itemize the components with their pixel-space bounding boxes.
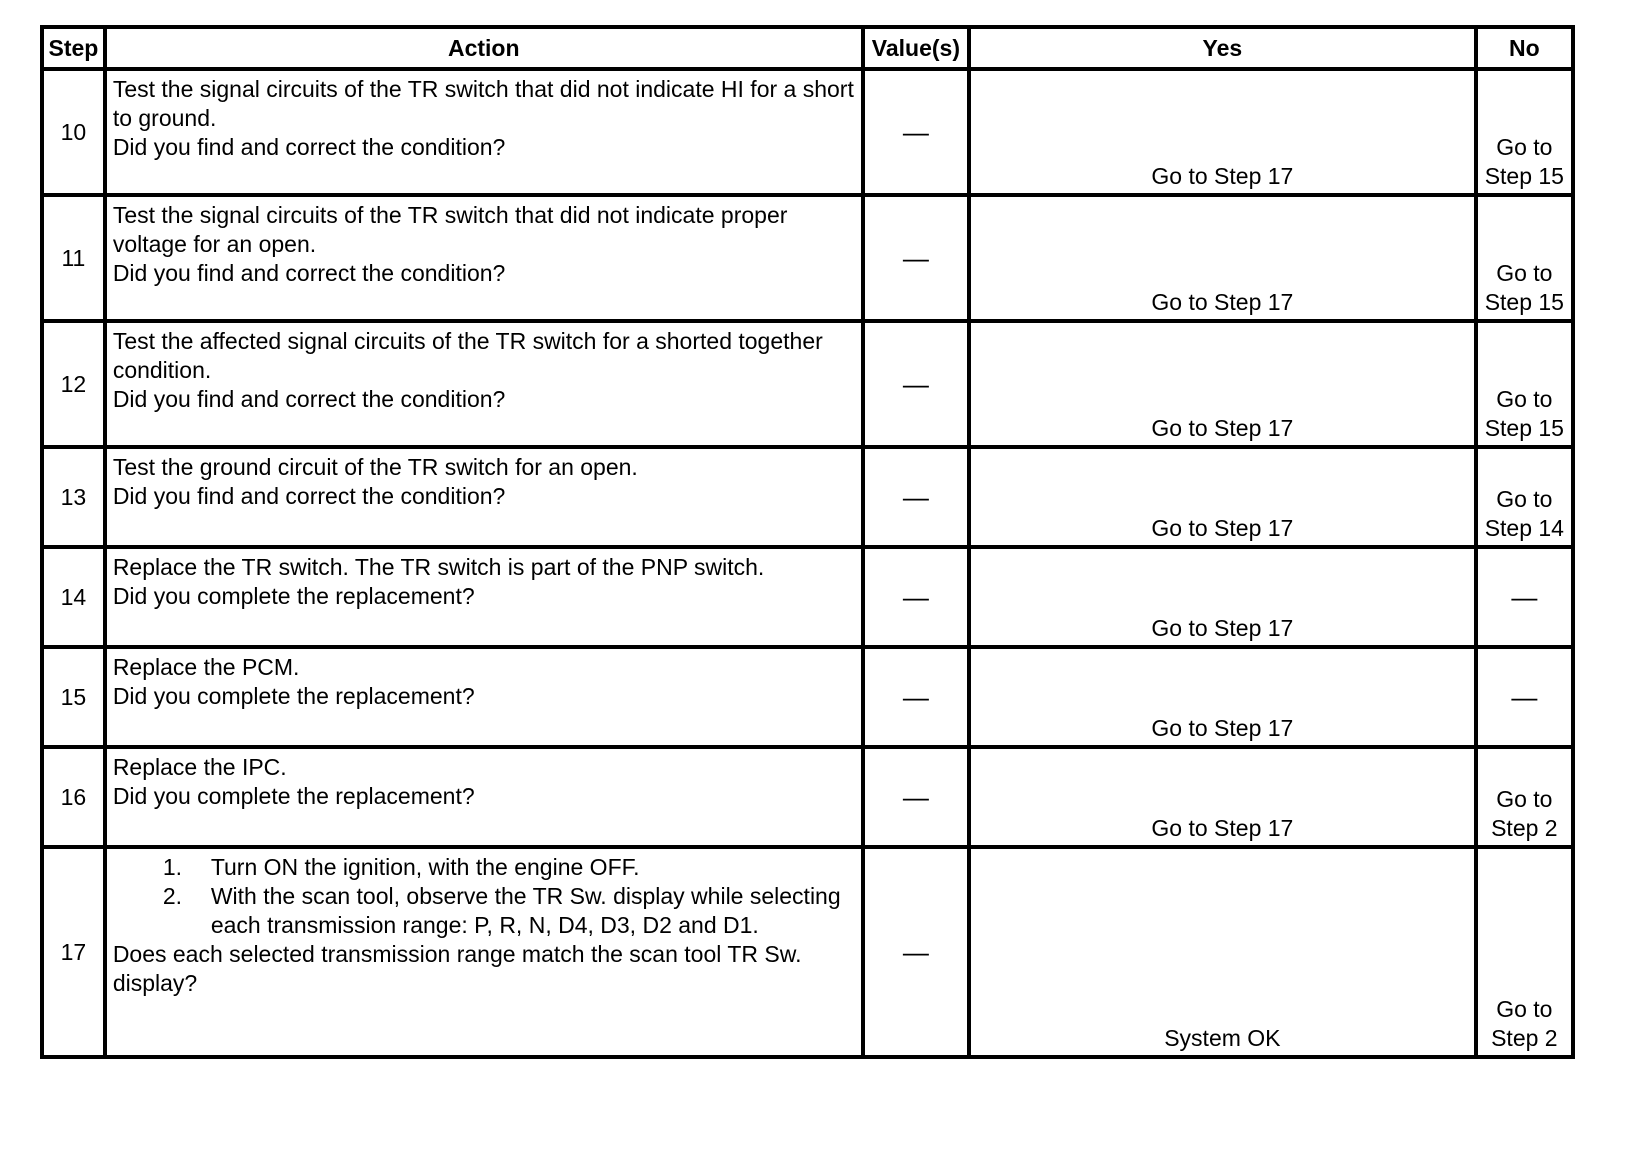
header-action: Action [105, 27, 863, 69]
value-cell: — [863, 847, 969, 1057]
yes-cell: Go to Step 17 [969, 647, 1476, 747]
table-row [42, 69, 1573, 195]
table-row [42, 747, 1573, 847]
step-number: 17 [42, 847, 105, 1057]
action-cell [105, 69, 863, 195]
value-cell: — [863, 647, 969, 747]
yes-cell: Go to Step 17 [969, 69, 1476, 195]
diagnostic-table [40, 25, 1575, 1059]
list-item [163, 882, 855, 940]
value-cell: — [863, 195, 969, 321]
action-question: Did you complete the replacement? [112, 583, 475, 609]
substep-text: With the scan tool, observe the TR Sw. display while selecting each transmission range: P, R, N, D4, D3, D2 and D1. [210, 883, 841, 938]
yes-cell: Go to Step 17 [969, 321, 1476, 447]
step-number: 11 [42, 195, 105, 321]
no-cell: Go to Step 2 [1476, 747, 1573, 847]
action-text: Test the ground circuit of the TR switch for an open. [112, 454, 638, 480]
step-number: 14 [42, 547, 105, 647]
value-cell: — [863, 69, 969, 195]
action-question: Did you find and correct the condition? [112, 483, 506, 509]
step-number: 13 [42, 447, 105, 547]
table-row [42, 547, 1573, 647]
no-cell: Go to Step 2 [1476, 847, 1573, 1057]
header-step: Step [42, 27, 105, 69]
table-row [42, 195, 1573, 321]
yes-cell: Go to Step 17 [969, 747, 1476, 847]
no-cell: — [1476, 647, 1573, 747]
no-cell: Go to Step 15 [1476, 195, 1573, 321]
action-text: Test the affected signal circuits of the TR switch for a shorted together condition. [112, 328, 823, 383]
action-question: Did you complete the replacement? [112, 683, 475, 709]
value-cell: — [863, 321, 969, 447]
value-cell: — [863, 547, 969, 647]
step-number: 12 [42, 321, 105, 447]
action-text: Replace the PCM. [112, 654, 300, 680]
step-number: 10 [42, 69, 105, 195]
table-row [42, 847, 1573, 1057]
action-text: Replace the TR switch. The TR switch is part of the PNP switch. [112, 554, 765, 580]
step-number: 16 [42, 747, 105, 847]
action-cell [105, 447, 863, 547]
value-cell: — [863, 747, 969, 847]
substep-text: Turn ON the ignition, with the engine OFF. [210, 854, 640, 880]
action-cell [105, 647, 863, 747]
action-question: Did you complete the replacement? [112, 783, 475, 809]
header-values: Value(s) [863, 27, 969, 69]
substep-number: 2. [162, 883, 182, 909]
no-cell: — [1476, 547, 1573, 647]
table-row [42, 447, 1573, 547]
table-row [42, 321, 1573, 447]
action-text: Test the signal circuits of the TR switch that did not indicate proper voltage for an open. [112, 202, 788, 257]
yes-cell: Go to Step 17 [969, 547, 1476, 647]
substep-number: 1. [162, 854, 182, 880]
header-yes: Yes [969, 27, 1476, 69]
substep-list [113, 853, 855, 940]
yes-cell: Go to Step 17 [969, 195, 1476, 321]
yes-cell: System OK [969, 847, 1476, 1057]
yes-cell: Go to Step 17 [969, 447, 1476, 547]
action-text: Test the signal circuits of the TR switch that did not indicate HI for a short to ground. [112, 76, 854, 131]
no-cell: Go to Step 14 [1476, 447, 1573, 547]
action-cell [105, 195, 863, 321]
list-item [163, 853, 855, 882]
value-cell: — [863, 447, 969, 547]
header-no: No [1476, 27, 1573, 69]
action-cell [105, 747, 863, 847]
no-cell: Go to Step 15 [1476, 321, 1573, 447]
action-question: Does each selected transmission range match the scan tool TR Sw. display? [112, 941, 802, 996]
action-cell [105, 321, 863, 447]
no-cell: Go to Step 15 [1476, 69, 1573, 195]
header-row [42, 27, 1573, 69]
step-number: 15 [42, 647, 105, 747]
action-cell [105, 847, 863, 1057]
action-question: Did you find and correct the condition? [112, 260, 506, 286]
table-row [42, 647, 1573, 747]
action-cell [105, 547, 863, 647]
action-question: Did you find and correct the condition? [112, 386, 506, 412]
action-text: Replace the IPC. [112, 754, 287, 780]
action-question: Did you find and correct the condition? [112, 134, 506, 160]
